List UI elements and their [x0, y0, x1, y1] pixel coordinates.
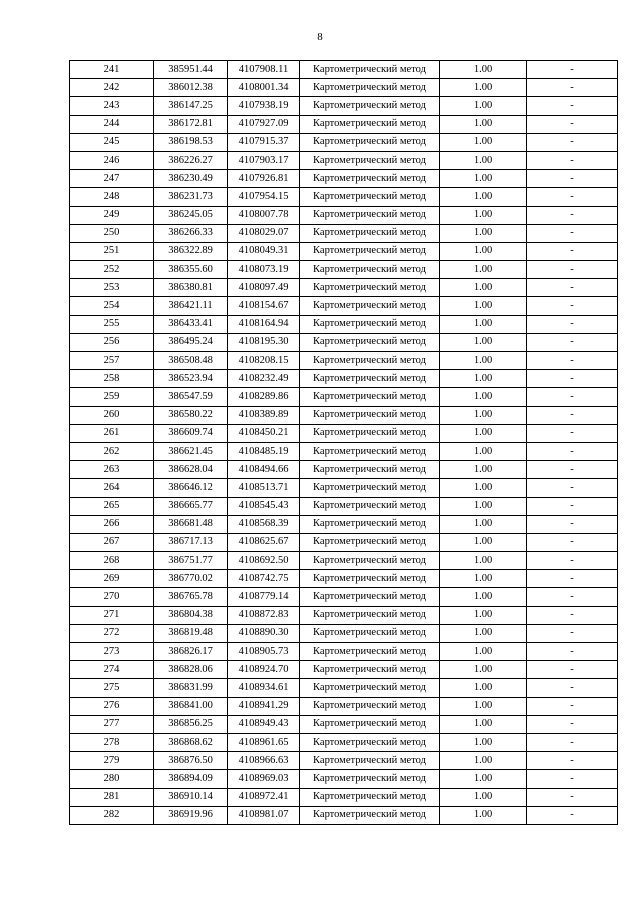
description-cell: -: [527, 588, 618, 606]
accuracy-cell: 1.00: [440, 533, 527, 551]
table-row: [70, 79, 618, 97]
x-coordinate-cell: 386826.17: [154, 643, 228, 661]
method-cell: Картометрический метод: [300, 697, 440, 715]
method-cell: Картометрический метод: [300, 770, 440, 788]
point-number-cell: 245: [70, 133, 154, 151]
point-number-cell: 273: [70, 643, 154, 661]
method-cell: Картометрический метод: [300, 261, 440, 279]
method-cell: Картометрический метод: [300, 133, 440, 151]
accuracy-cell: 1.00: [440, 570, 527, 588]
point-number-cell: 279: [70, 752, 154, 770]
description-cell: -: [527, 515, 618, 533]
table-row: [70, 370, 618, 388]
table-row: [70, 661, 618, 679]
x-coordinate-cell: 386646.12: [154, 479, 228, 497]
accuracy-cell: 1.00: [440, 79, 527, 97]
method-cell: Картометрический метод: [300, 570, 440, 588]
y-coordinate-cell: 4108961.65: [228, 733, 300, 751]
point-number-cell: 256: [70, 333, 154, 351]
accuracy-cell: 1.00: [440, 224, 527, 242]
x-coordinate-cell: 386012.38: [154, 79, 228, 97]
table-row: [70, 206, 618, 224]
description-cell: -: [527, 570, 618, 588]
y-coordinate-cell: 4108073.19: [228, 261, 300, 279]
method-cell: Картометрический метод: [300, 533, 440, 551]
accuracy-cell: 1.00: [440, 588, 527, 606]
point-number-cell: 272: [70, 624, 154, 642]
table-row: [70, 151, 618, 169]
accuracy-cell: 1.00: [440, 151, 527, 169]
description-cell: -: [527, 552, 618, 570]
y-coordinate-cell: 4108232.49: [228, 370, 300, 388]
method-cell: Картометрический метод: [300, 79, 440, 97]
x-coordinate-cell: 386523.94: [154, 370, 228, 388]
x-coordinate-cell: 386876.50: [154, 752, 228, 770]
description-cell: -: [527, 333, 618, 351]
point-number-cell: 269: [70, 570, 154, 588]
method-cell: Картометрический метод: [300, 424, 440, 442]
x-coordinate-cell: 386717.13: [154, 533, 228, 551]
x-coordinate-cell: 386421.11: [154, 297, 228, 315]
y-coordinate-cell: 4107908.11: [228, 61, 300, 79]
method-cell: Картометрический метод: [300, 515, 440, 533]
description-cell: -: [527, 497, 618, 515]
method-cell: Картометрический метод: [300, 370, 440, 388]
accuracy-cell: 1.00: [440, 333, 527, 351]
table-row: [70, 624, 618, 642]
table-row: [70, 261, 618, 279]
accuracy-cell: 1.00: [440, 242, 527, 260]
description-cell: -: [527, 752, 618, 770]
x-coordinate-cell: 386910.14: [154, 788, 228, 806]
accuracy-cell: 1.00: [440, 297, 527, 315]
accuracy-cell: 1.00: [440, 479, 527, 497]
description-cell: -: [527, 733, 618, 751]
point-number-cell: 253: [70, 279, 154, 297]
description-cell: -: [527, 370, 618, 388]
y-coordinate-cell: 4108941.29: [228, 697, 300, 715]
accuracy-cell: 1.00: [440, 806, 527, 824]
accuracy-cell: 1.00: [440, 624, 527, 642]
method-cell: Картометрический метод: [300, 333, 440, 351]
point-number-cell: 277: [70, 715, 154, 733]
table-row: [70, 461, 618, 479]
description-cell: -: [527, 461, 618, 479]
point-number-cell: 261: [70, 424, 154, 442]
point-number-cell: 252: [70, 261, 154, 279]
accuracy-cell: 1.00: [440, 788, 527, 806]
point-number-cell: 281: [70, 788, 154, 806]
x-coordinate-cell: 386681.48: [154, 515, 228, 533]
point-number-cell: 267: [70, 533, 154, 551]
method-cell: Картометрический метод: [300, 733, 440, 751]
y-coordinate-cell: 4108872.83: [228, 606, 300, 624]
method-cell: Картометрический метод: [300, 606, 440, 624]
accuracy-cell: 1.00: [440, 442, 527, 460]
method-cell: Картометрический метод: [300, 788, 440, 806]
description-cell: -: [527, 679, 618, 697]
accuracy-cell: 1.00: [440, 697, 527, 715]
accuracy-cell: 1.00: [440, 515, 527, 533]
y-coordinate-cell: 4108972.41: [228, 788, 300, 806]
x-coordinate-cell: 386508.48: [154, 352, 228, 370]
accuracy-cell: 1.00: [440, 406, 527, 424]
description-cell: -: [527, 806, 618, 824]
point-number-cell: 242: [70, 79, 154, 97]
table-row: [70, 315, 618, 333]
point-number-cell: 249: [70, 206, 154, 224]
method-cell: Картометрический метод: [300, 388, 440, 406]
x-coordinate-cell: 386919.96: [154, 806, 228, 824]
coordinates-table-body: [70, 61, 618, 825]
method-cell: Картометрический метод: [300, 479, 440, 497]
accuracy-cell: 1.00: [440, 424, 527, 442]
table-row: [70, 479, 618, 497]
point-number-cell: 265: [70, 497, 154, 515]
x-coordinate-cell: 386245.05: [154, 206, 228, 224]
accuracy-cell: 1.00: [440, 752, 527, 770]
point-number-cell: 246: [70, 151, 154, 169]
y-coordinate-cell: 4108981.07: [228, 806, 300, 824]
method-cell: Картометрический метод: [300, 661, 440, 679]
description-cell: -: [527, 242, 618, 260]
y-coordinate-cell: 4108934.61: [228, 679, 300, 697]
table-row: [70, 533, 618, 551]
point-number-cell: 278: [70, 733, 154, 751]
x-coordinate-cell: 386856.25: [154, 715, 228, 733]
table-row: [70, 606, 618, 624]
description-cell: -: [527, 715, 618, 733]
page-number: 8: [317, 31, 323, 43]
accuracy-cell: 1.00: [440, 770, 527, 788]
y-coordinate-cell: 4108485.19: [228, 442, 300, 460]
description-cell: -: [527, 770, 618, 788]
accuracy-cell: 1.00: [440, 715, 527, 733]
x-coordinate-cell: 386226.27: [154, 151, 228, 169]
y-coordinate-cell: 4108001.34: [228, 79, 300, 97]
table-row: [70, 61, 618, 79]
accuracy-cell: 1.00: [440, 552, 527, 570]
y-coordinate-cell: 4107915.37: [228, 133, 300, 151]
point-number-cell: 255: [70, 315, 154, 333]
description-cell: -: [527, 133, 618, 151]
accuracy-cell: 1.00: [440, 97, 527, 115]
description-cell: -: [527, 424, 618, 442]
y-coordinate-cell: 4108513.71: [228, 479, 300, 497]
point-number-cell: 259: [70, 388, 154, 406]
y-coordinate-cell: 4107954.15: [228, 188, 300, 206]
table-row: [70, 588, 618, 606]
point-number-cell: 248: [70, 188, 154, 206]
accuracy-cell: 1.00: [440, 388, 527, 406]
accuracy-cell: 1.00: [440, 733, 527, 751]
table-row: [70, 352, 618, 370]
description-cell: -: [527, 188, 618, 206]
x-coordinate-cell: 386751.77: [154, 552, 228, 570]
point-number-cell: 282: [70, 806, 154, 824]
accuracy-cell: 1.00: [440, 133, 527, 151]
description-cell: -: [527, 352, 618, 370]
description-cell: -: [527, 297, 618, 315]
table-row: [70, 115, 618, 133]
table-row: [70, 97, 618, 115]
table-row: [70, 806, 618, 824]
table-row: [70, 442, 618, 460]
method-cell: Картометрический метод: [300, 242, 440, 260]
x-coordinate-cell: 386231.73: [154, 188, 228, 206]
description-cell: -: [527, 261, 618, 279]
description-cell: -: [527, 388, 618, 406]
accuracy-cell: 1.00: [440, 206, 527, 224]
accuracy-cell: 1.00: [440, 679, 527, 697]
table-row: [70, 643, 618, 661]
point-number-cell: 247: [70, 170, 154, 188]
table-row: [70, 697, 618, 715]
method-cell: Картометрический метод: [300, 297, 440, 315]
method-cell: Картометрический метод: [300, 315, 440, 333]
accuracy-cell: 1.00: [440, 61, 527, 79]
table-row: [70, 242, 618, 260]
x-coordinate-cell: 386355.60: [154, 261, 228, 279]
method-cell: Картометрический метод: [300, 497, 440, 515]
method-cell: Картометрический метод: [300, 206, 440, 224]
table-row: [70, 333, 618, 351]
table-row: [70, 170, 618, 188]
x-coordinate-cell: 386380.81: [154, 279, 228, 297]
y-coordinate-cell: 4108494.66: [228, 461, 300, 479]
table-row: [70, 224, 618, 242]
table-row: [70, 788, 618, 806]
y-coordinate-cell: 4108969.03: [228, 770, 300, 788]
point-number-cell: 271: [70, 606, 154, 624]
table-row: [70, 133, 618, 151]
table-row: [70, 733, 618, 751]
accuracy-cell: 1.00: [440, 261, 527, 279]
y-coordinate-cell: 4107926.81: [228, 170, 300, 188]
accuracy-cell: 1.00: [440, 352, 527, 370]
method-cell: Картометрический метод: [300, 61, 440, 79]
point-number-cell: 280: [70, 770, 154, 788]
y-coordinate-cell: 4108164.94: [228, 315, 300, 333]
x-coordinate-cell: 385951.44: [154, 61, 228, 79]
table-row: [70, 515, 618, 533]
table-row: [70, 497, 618, 515]
method-cell: Картометрический метод: [300, 806, 440, 824]
y-coordinate-cell: 4108049.31: [228, 242, 300, 260]
y-coordinate-cell: 4108890.30: [228, 624, 300, 642]
x-coordinate-cell: 386819.48: [154, 624, 228, 642]
method-cell: Картометрический метод: [300, 115, 440, 133]
y-coordinate-cell: 4108289.86: [228, 388, 300, 406]
method-cell: Картометрический метод: [300, 624, 440, 642]
description-cell: -: [527, 224, 618, 242]
description-cell: -: [527, 697, 618, 715]
x-coordinate-cell: 386765.78: [154, 588, 228, 606]
table-row: [70, 552, 618, 570]
x-coordinate-cell: 386621.45: [154, 442, 228, 460]
method-cell: Картометрический метод: [300, 679, 440, 697]
point-number-cell: 260: [70, 406, 154, 424]
table-row: [70, 715, 618, 733]
description-cell: -: [527, 788, 618, 806]
method-cell: Картометрический метод: [300, 406, 440, 424]
point-number-cell: 275: [70, 679, 154, 697]
table-row: [70, 188, 618, 206]
description-cell: -: [527, 279, 618, 297]
x-coordinate-cell: 386828.06: [154, 661, 228, 679]
point-number-cell: 258: [70, 370, 154, 388]
point-number-cell: 264: [70, 479, 154, 497]
method-cell: Картометрический метод: [300, 170, 440, 188]
description-cell: -: [527, 97, 618, 115]
y-coordinate-cell: 4108905.73: [228, 643, 300, 661]
y-coordinate-cell: 4108195.30: [228, 333, 300, 351]
point-number-cell: 263: [70, 461, 154, 479]
method-cell: Картометрический метод: [300, 224, 440, 242]
description-cell: -: [527, 442, 618, 460]
point-number-cell: 262: [70, 442, 154, 460]
y-coordinate-cell: 4108692.50: [228, 552, 300, 570]
point-number-cell: 268: [70, 552, 154, 570]
accuracy-cell: 1.00: [440, 279, 527, 297]
x-coordinate-cell: 386172.81: [154, 115, 228, 133]
point-number-cell: 257: [70, 352, 154, 370]
method-cell: Картометрический метод: [300, 352, 440, 370]
y-coordinate-cell: 4108545.43: [228, 497, 300, 515]
accuracy-cell: 1.00: [440, 661, 527, 679]
table-row: [70, 406, 618, 424]
x-coordinate-cell: 386609.74: [154, 424, 228, 442]
point-number-cell: 244: [70, 115, 154, 133]
description-cell: -: [527, 533, 618, 551]
accuracy-cell: 1.00: [440, 315, 527, 333]
x-coordinate-cell: 386495.24: [154, 333, 228, 351]
method-cell: Картометрический метод: [300, 461, 440, 479]
x-coordinate-cell: 386198.53: [154, 133, 228, 151]
y-coordinate-cell: 4108924.70: [228, 661, 300, 679]
point-number-cell: 274: [70, 661, 154, 679]
table-row: [70, 570, 618, 588]
method-cell: Картометрический метод: [300, 442, 440, 460]
accuracy-cell: 1.00: [440, 643, 527, 661]
method-cell: Картометрический метод: [300, 97, 440, 115]
x-coordinate-cell: 386547.59: [154, 388, 228, 406]
x-coordinate-cell: 386841.00: [154, 697, 228, 715]
point-number-cell: 266: [70, 515, 154, 533]
description-cell: -: [527, 151, 618, 169]
table-row: [70, 424, 618, 442]
method-cell: Картометрический метод: [300, 588, 440, 606]
description-cell: -: [527, 315, 618, 333]
method-cell: Картометрический метод: [300, 643, 440, 661]
y-coordinate-cell: 4108966.63: [228, 752, 300, 770]
description-cell: -: [527, 79, 618, 97]
description-cell: -: [527, 406, 618, 424]
x-coordinate-cell: 386322.89: [154, 242, 228, 260]
point-number-cell: 251: [70, 242, 154, 260]
method-cell: Картометрический метод: [300, 151, 440, 169]
method-cell: Картометрический метод: [300, 188, 440, 206]
coordinates-table: [69, 60, 618, 825]
description-cell: -: [527, 61, 618, 79]
table-row: [70, 279, 618, 297]
x-coordinate-cell: 386894.09: [154, 770, 228, 788]
point-number-cell: 276: [70, 697, 154, 715]
x-coordinate-cell: 386770.02: [154, 570, 228, 588]
y-coordinate-cell: 4108154.67: [228, 297, 300, 315]
point-number-cell: 254: [70, 297, 154, 315]
accuracy-cell: 1.00: [440, 115, 527, 133]
y-coordinate-cell: 4108625.67: [228, 533, 300, 551]
x-coordinate-cell: 386230.49: [154, 170, 228, 188]
method-cell: Картометрический метод: [300, 752, 440, 770]
accuracy-cell: 1.00: [440, 606, 527, 624]
description-cell: -: [527, 606, 618, 624]
y-coordinate-cell: 4107903.17: [228, 151, 300, 169]
description-cell: -: [527, 479, 618, 497]
x-coordinate-cell: 386266.33: [154, 224, 228, 242]
description-cell: -: [527, 643, 618, 661]
y-coordinate-cell: 4107938.19: [228, 97, 300, 115]
y-coordinate-cell: 4108208.15: [228, 352, 300, 370]
description-cell: -: [527, 661, 618, 679]
y-coordinate-cell: 4108007.78: [228, 206, 300, 224]
table-row: [70, 752, 618, 770]
y-coordinate-cell: 4108029.07: [228, 224, 300, 242]
x-coordinate-cell: 386665.77: [154, 497, 228, 515]
point-number-cell: 270: [70, 588, 154, 606]
x-coordinate-cell: 386580.22: [154, 406, 228, 424]
point-number-cell: 241: [70, 61, 154, 79]
accuracy-cell: 1.00: [440, 497, 527, 515]
y-coordinate-cell: 4108742.75: [228, 570, 300, 588]
y-coordinate-cell: 4108389.89: [228, 406, 300, 424]
x-coordinate-cell: 386804.38: [154, 606, 228, 624]
accuracy-cell: 1.00: [440, 370, 527, 388]
x-coordinate-cell: 386868.62: [154, 733, 228, 751]
table-row: [70, 770, 618, 788]
point-number-cell: 250: [70, 224, 154, 242]
table-row: [70, 297, 618, 315]
method-cell: Картометрический метод: [300, 715, 440, 733]
method-cell: Картометрический метод: [300, 552, 440, 570]
x-coordinate-cell: 386831.99: [154, 679, 228, 697]
accuracy-cell: 1.00: [440, 170, 527, 188]
description-cell: -: [527, 624, 618, 642]
description-cell: -: [527, 115, 618, 133]
y-coordinate-cell: 4108450.21: [228, 424, 300, 442]
description-cell: -: [527, 206, 618, 224]
point-number-cell: 243: [70, 97, 154, 115]
y-coordinate-cell: 4108949.43: [228, 715, 300, 733]
method-cell: Картометрический метод: [300, 279, 440, 297]
table-row: [70, 388, 618, 406]
x-coordinate-cell: 386628.04: [154, 461, 228, 479]
y-coordinate-cell: 4108568.39: [228, 515, 300, 533]
accuracy-cell: 1.00: [440, 461, 527, 479]
x-coordinate-cell: 386433.41: [154, 315, 228, 333]
accuracy-cell: 1.00: [440, 188, 527, 206]
y-coordinate-cell: 4108779.14: [228, 588, 300, 606]
x-coordinate-cell: 386147.25: [154, 97, 228, 115]
table-row: [70, 679, 618, 697]
y-coordinate-cell: 4107927.09: [228, 115, 300, 133]
description-cell: -: [527, 170, 618, 188]
y-coordinate-cell: 4108097.49: [228, 279, 300, 297]
